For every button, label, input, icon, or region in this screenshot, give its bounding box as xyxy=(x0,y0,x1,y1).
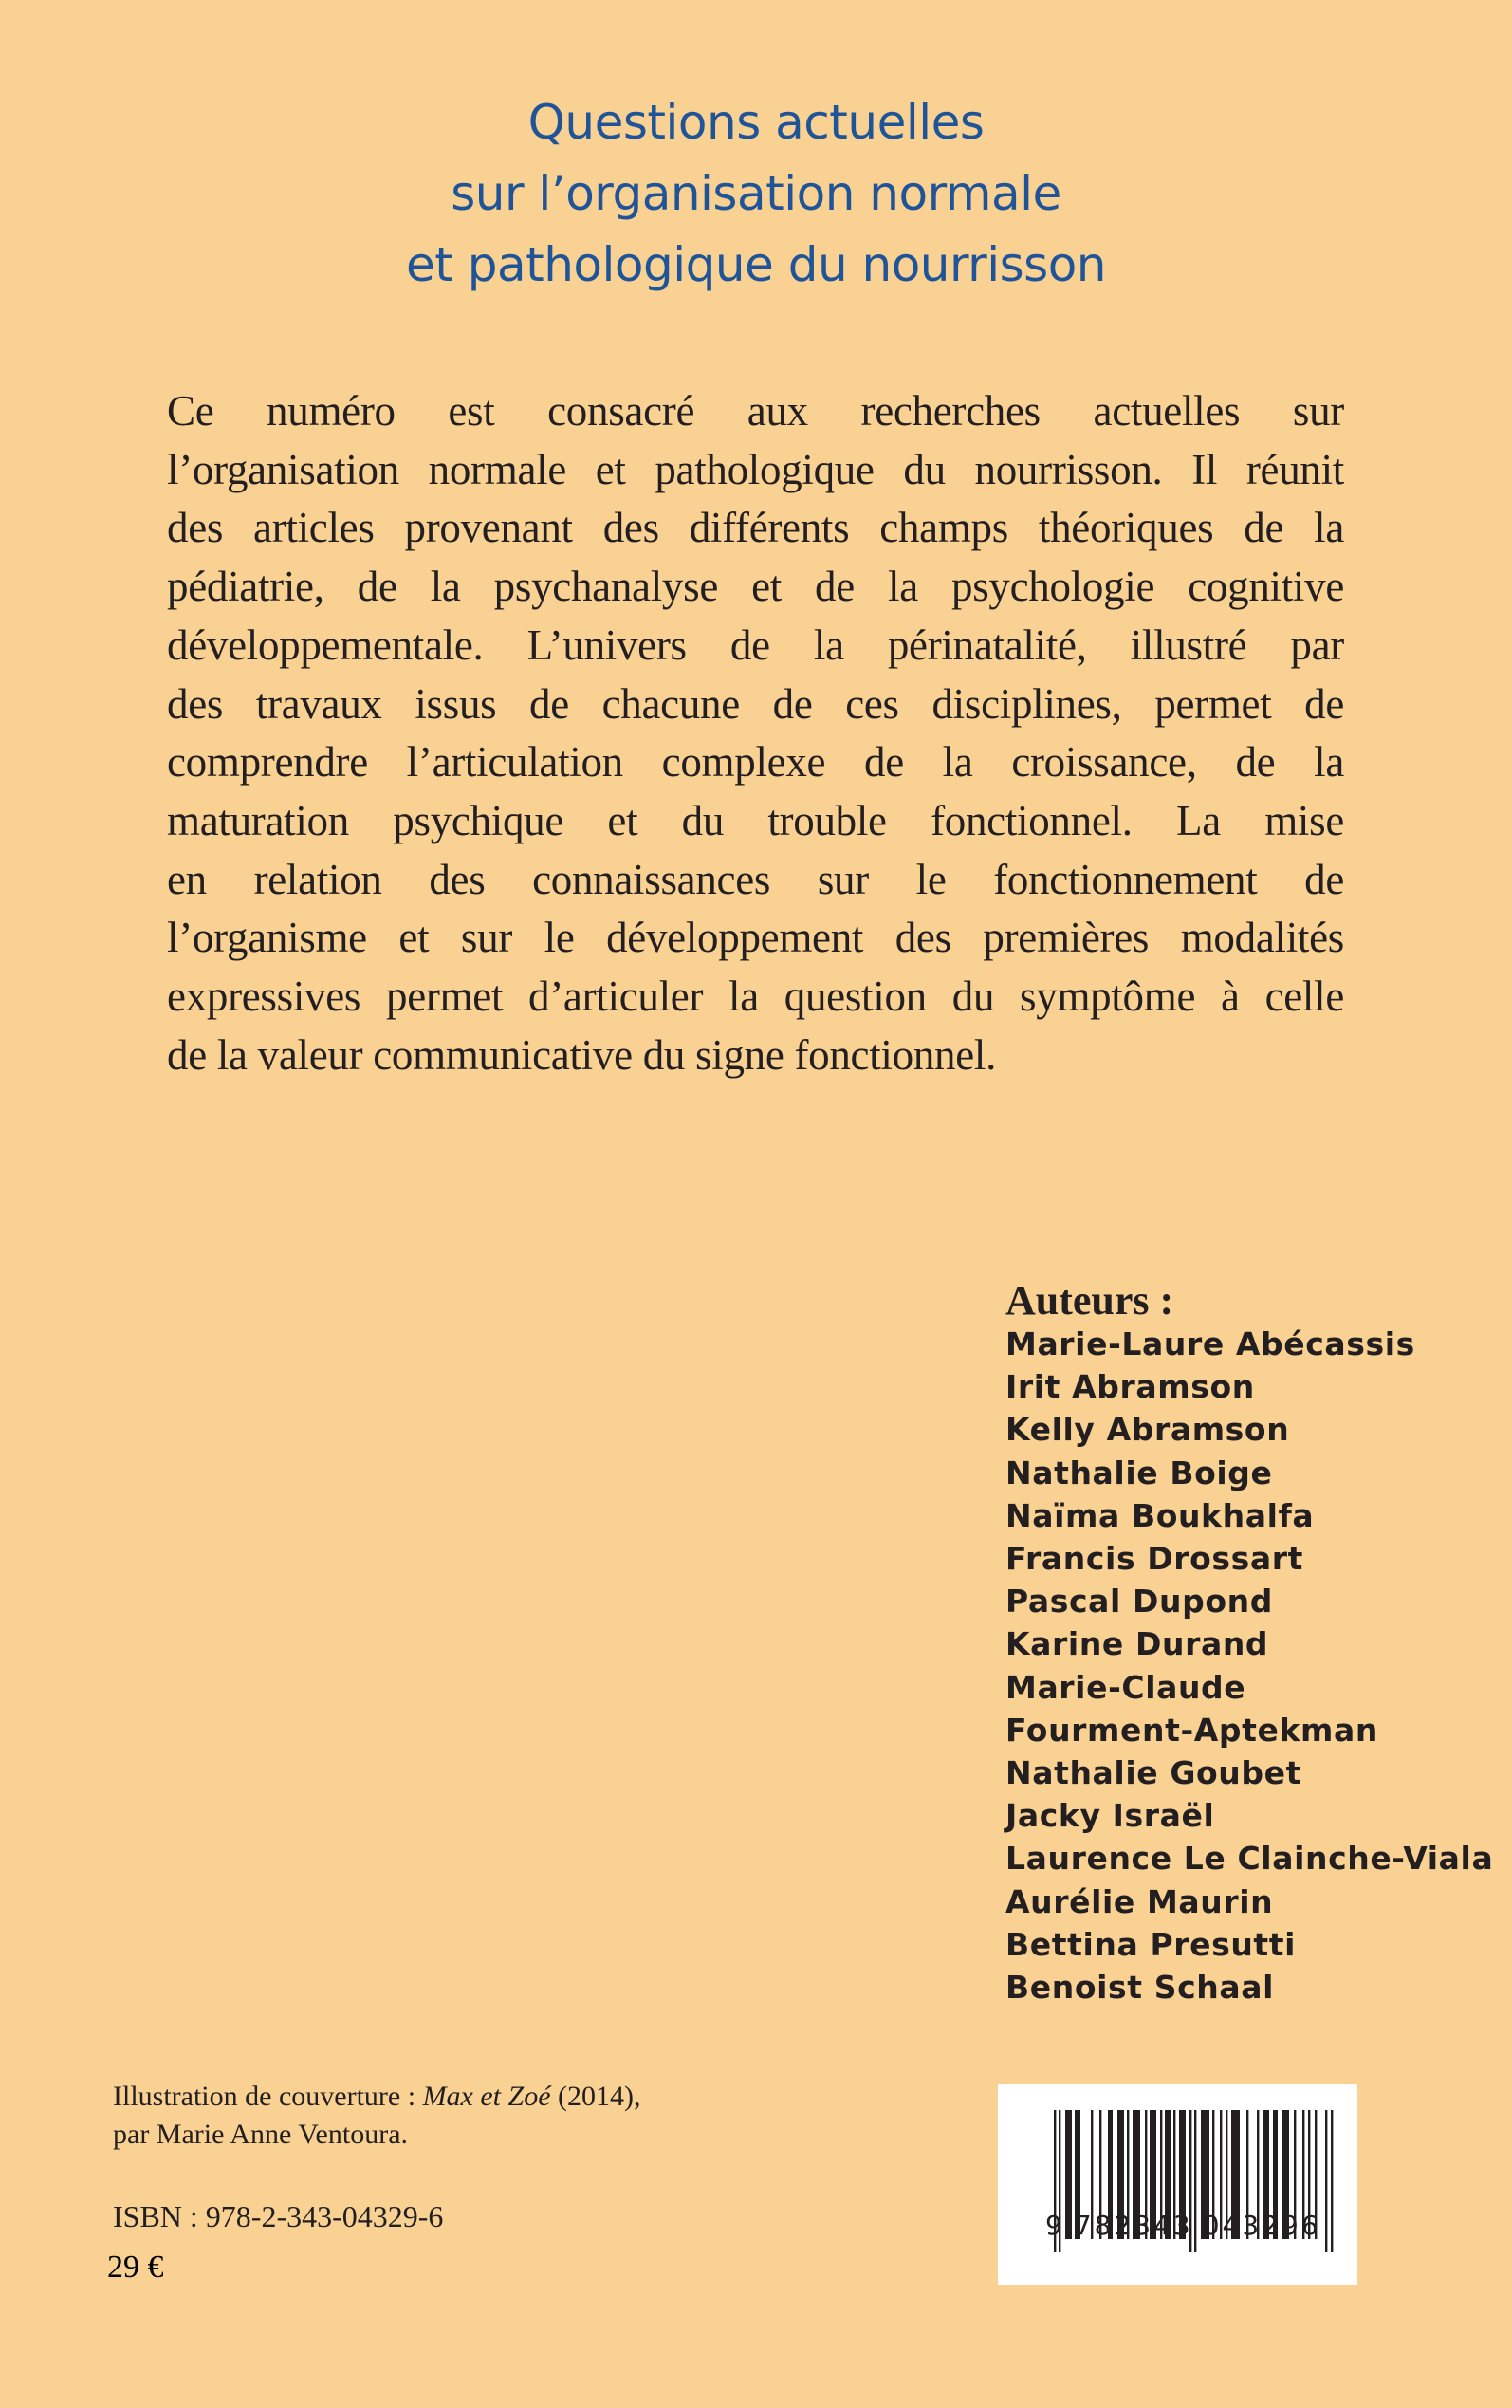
blurb-line: l’organisme et sur le développement des premières modalités xyxy=(167,914,1344,962)
author-name: Irit Abramson xyxy=(1005,1368,1255,1406)
illustration-credit-line-1 xyxy=(113,2078,641,2116)
authors-list xyxy=(1005,1323,1499,2009)
blurb-line: des travaux issus de chacune de ces disciplines, permet de xyxy=(167,679,1344,728)
author-name: Nathalie Goubet xyxy=(1005,1754,1301,1792)
illustration-year: (2014), xyxy=(550,2081,641,2112)
blurb-line: expressives permet d’articuler la question du symptôme à celle xyxy=(167,972,1344,1021)
blurb-line: Ce numéro est consacré aux recherches actuelles sur xyxy=(167,387,1344,435)
author-name: Marie-Laure Abécassis xyxy=(1005,1325,1415,1362)
barcode xyxy=(998,2084,1357,2285)
title-line-1: Questions actuelles xyxy=(527,95,985,150)
authors-heading: Auteurs : xyxy=(1005,1277,1174,1324)
blurb-line: de la valeur communicative du signe fonctionnel. xyxy=(167,1030,997,1079)
author-name: Naïma Boukhalfa xyxy=(1005,1496,1315,1534)
author-name: Bettina Presutti xyxy=(1005,1925,1297,1963)
author-name: Laurence Le Clainche-Viala xyxy=(1005,1840,1494,1878)
title-line-3: et pathologique du nourrisson xyxy=(405,237,1106,292)
author-name: Jacky Israël xyxy=(1005,1797,1215,1835)
barcode-digits-right: 043296 xyxy=(1202,2210,1321,2241)
isbn-text: ISBN : 978-2-343-04329-6 xyxy=(113,2199,444,2233)
author-name: Kelly Abramson xyxy=(1005,1411,1290,1449)
blurb-paragraph xyxy=(167,382,1344,1084)
blurb-line: comprendre l’articulation complexe de la croissance, de la xyxy=(167,738,1344,787)
illustration-credit xyxy=(113,2078,641,2154)
author-name: Marie-Claude xyxy=(1005,1668,1246,1706)
blurb-line: l’organisation normale et pathologique du nourrisson. Il réunit xyxy=(167,445,1344,493)
price-text: 29 € xyxy=(107,2250,164,2285)
author-name: Pascal Dupond xyxy=(1005,1583,1273,1621)
blurb-line: pédiatrie, de la psychanalyse et de la psychologie cognitive xyxy=(167,563,1344,611)
barcode-digits xyxy=(1045,2210,1321,2241)
blurb-line: maturation psychique et du trouble fonctionnel. La mise xyxy=(167,796,1344,844)
author-name: Benoist Schaal xyxy=(1005,1969,1274,2007)
title-line-2: sur l’organisation normale xyxy=(451,166,1061,221)
blurb-line: en relation des connaissances sur le fonctionnement de xyxy=(167,855,1344,903)
barcode-digits-left: 782343 xyxy=(1074,2210,1193,2241)
illustration-artist: par Marie Anne Ventoura. xyxy=(113,2119,409,2150)
author-name: Francis Drossart xyxy=(1005,1540,1304,1578)
blurb-line: des articles provenant des différents champs théoriques de la xyxy=(167,504,1344,552)
author-name: Aurélie Maurin xyxy=(1005,1882,1274,1920)
blurb-line: développementale. L’univers de la périnatalité, illustré par xyxy=(167,621,1344,669)
barcode-digit-first: 9 xyxy=(1045,2210,1065,2241)
author-name: Nathalie Boige xyxy=(1005,1454,1273,1491)
author-name: Fourment-Aptekman xyxy=(1005,1711,1378,1749)
authors-section xyxy=(1005,1279,1499,2009)
book-title xyxy=(0,87,1512,301)
author-name: Karine Durand xyxy=(1005,1625,1269,1663)
illustration-title: Max et Zoé xyxy=(422,2081,551,2112)
illustration-credit-prefix: Illustration de couverture : xyxy=(113,2081,423,2112)
